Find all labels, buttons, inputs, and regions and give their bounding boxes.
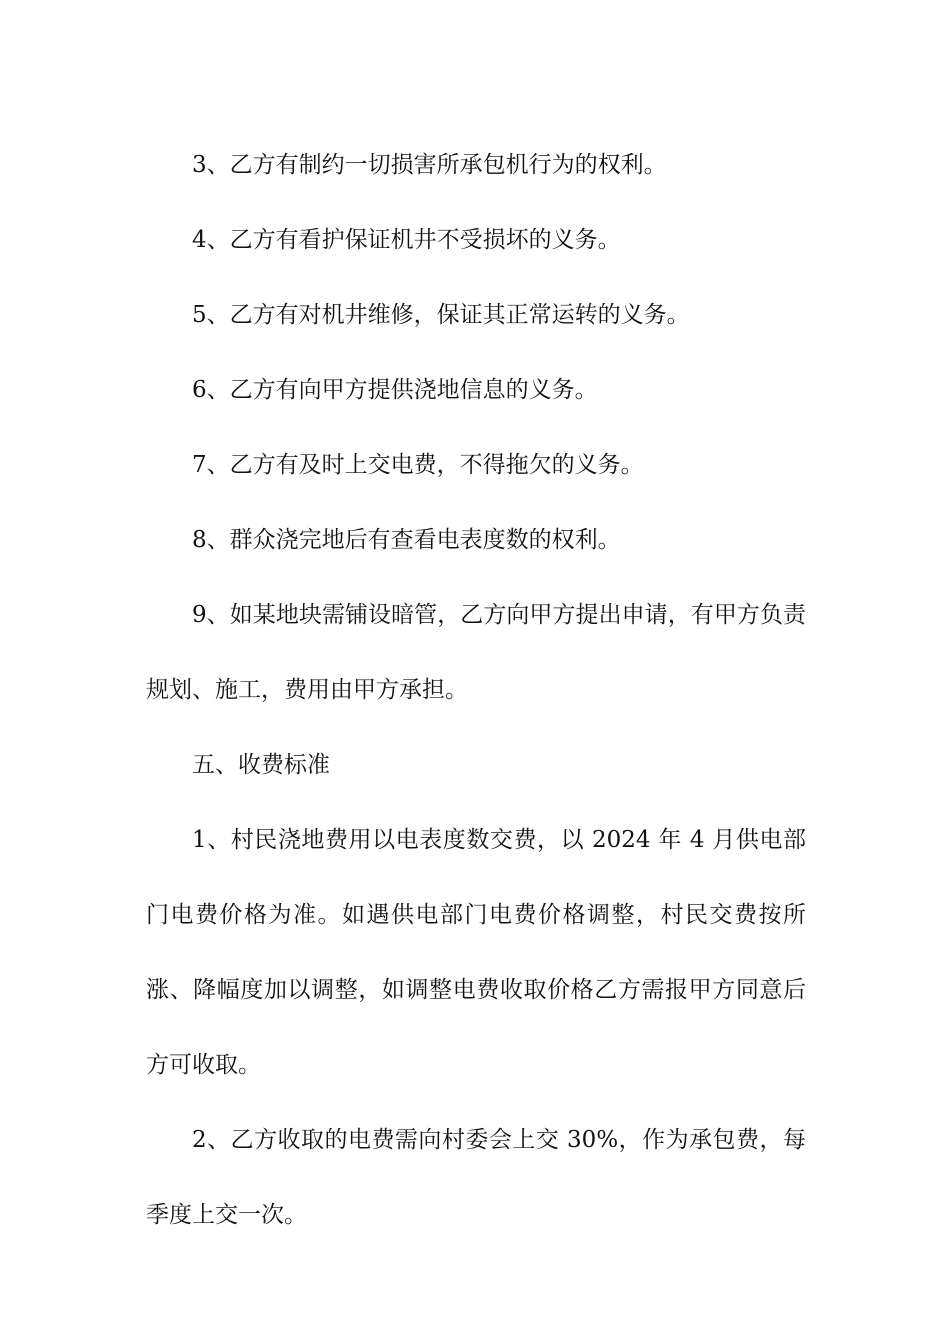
paragraph-clause-5: 5、乙方有对机井维修，保证其正常运转的义务。 (192, 302, 690, 328)
document-body (146, 128, 806, 1253)
section-heading-fees: 五、收费标准 (192, 752, 330, 778)
paragraph-clause-8: 8、群众浇完地后有查看电表度数的权利。 (192, 527, 621, 553)
paragraph-clause-3: 3、乙方有制约一切损害所承包机行为的权利。 (192, 152, 667, 178)
paragraph-fee-2: 2、乙方收取的电费需向村委会上交 30%，作为承包费，每季度上交一次。 (146, 1127, 806, 1228)
paragraph-fee-1: 1、村民浇地费用以电表度数交费，以 2024 年 4 月供电部门电费价格为准。如遇供电部门电费价格调整，村民交费按所涨、降幅度加以调整，如调整电费收取价格乙方需报甲方同意后方可收取。 (146, 827, 806, 1078)
paragraph-clause-7: 7、乙方有及时上交电费，不得拖欠的义务。 (192, 452, 644, 478)
paragraph-clause-6: 6、乙方有向甲方提供浇地信息的义务。 (192, 377, 598, 403)
paragraph-clause-4: 4、乙方有看护保证机井不受损坏的义务。 (192, 227, 621, 253)
paragraph-clause-9: 9、如某地块需铺设暗管，乙方向甲方提出申请，有甲方负责规划、施工，费用由甲方承担。 (146, 602, 806, 703)
